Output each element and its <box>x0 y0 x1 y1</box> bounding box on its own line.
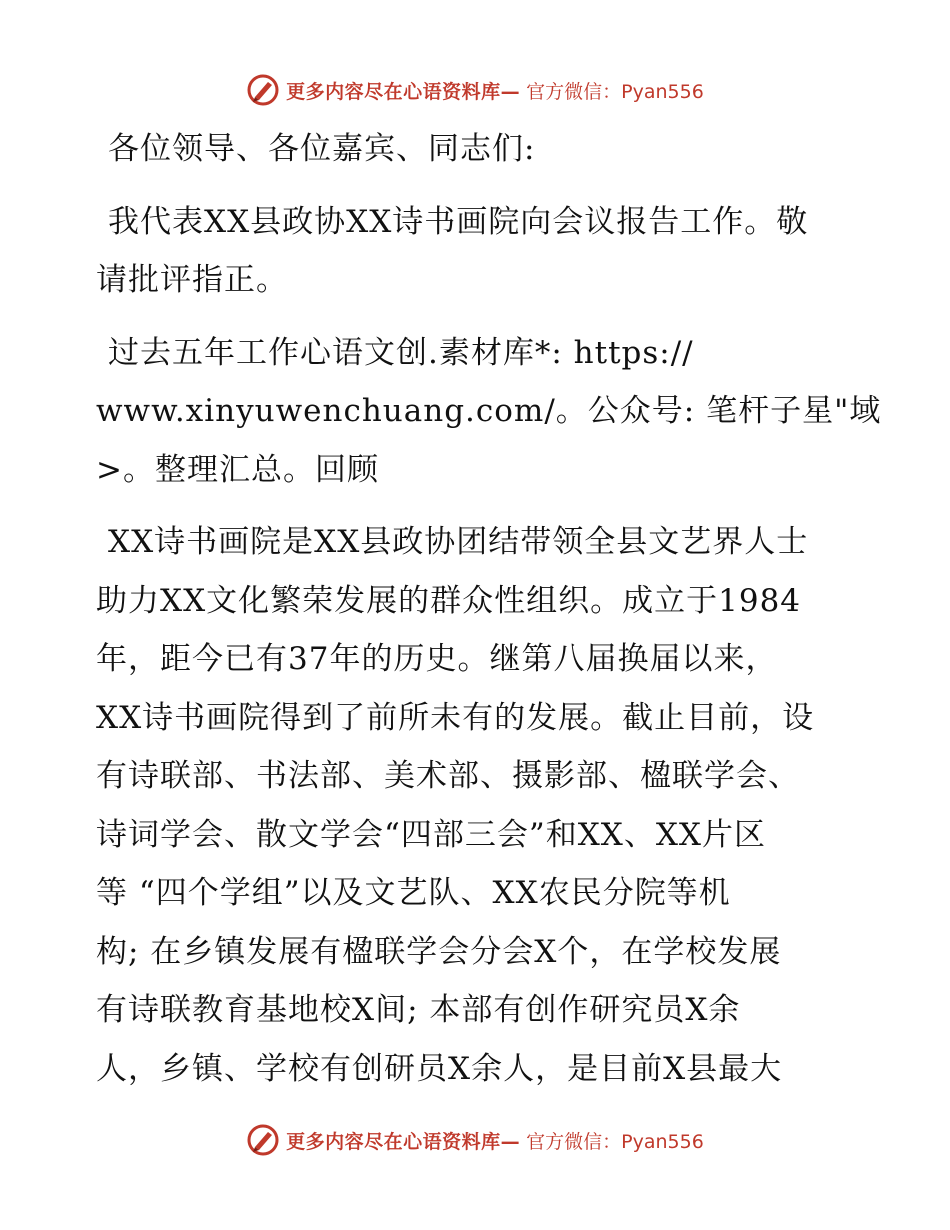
text-line: 各位领导、各位嘉宾、同志们: <box>108 131 536 167</box>
text-line: XX诗书画院得到了前所未有的发展。截止目前，设 <box>96 699 815 736</box>
text-line: 构; 在乡镇发展有楹联学会分会X个，在学校发展 <box>96 933 782 970</box>
text-line: 年，距今已有37年的历史。继第八届换届以来， <box>96 641 778 677</box>
text-line: 请批评指正。 <box>96 262 288 298</box>
text-line: www.xinyuwenchuang.com/。公众号: 笔杆子星"域 <box>96 393 882 429</box>
watermark-header <box>0 70 950 110</box>
text-line: 诗词学会、散文学会“四部三会”和XX、XX片区 <box>96 816 766 853</box>
paragraph-intro <box>96 193 866 310</box>
watermark-wechat: 官方微信：Pyan556 <box>526 80 704 103</box>
paragraph-overview <box>96 513 866 1098</box>
watermark-footer <box>0 1120 950 1160</box>
text-line: 我代表XX县政协XX诗书画院向会议报告工作。敬 <box>108 203 809 240</box>
text-line: >。整理汇总。回顾 <box>96 451 379 488</box>
watermark-text: 更多内容尽在心语资料库— <box>286 1130 521 1153</box>
pen-logo-icon <box>246 1123 280 1157</box>
document-body <box>96 120 882 1098</box>
paragraph-review <box>96 324 882 500</box>
text-line: 有诗联教育基地校X间; 本部有创作研究员X余 <box>96 992 741 1028</box>
text-line: 助力XX文化繁荣发展的群众性组织。成立于1984 <box>96 582 802 619</box>
watermark-wechat: 官方微信：Pyan556 <box>526 1130 704 1153</box>
text-line: XX诗书画院是XX县政协团结带领全县文艺界人士 <box>108 524 809 560</box>
text-line: 人，乡镇、学校有创研员X余人，是目前X县最大 <box>96 1050 783 1087</box>
watermark-text: 更多内容尽在心语资料库— <box>286 80 521 103</box>
pen-logo-icon <box>246 73 280 107</box>
text-line: 有诗联部、书法部、美术部、摄影部、楹联学会、 <box>96 758 800 794</box>
text-line: 等 “四个学组”以及文艺队、XX农民分院等机 <box>96 875 731 911</box>
paragraph-salutation <box>96 120 866 179</box>
text-line: 过去五年工作心语文创.素材库*: https:// <box>108 334 694 371</box>
